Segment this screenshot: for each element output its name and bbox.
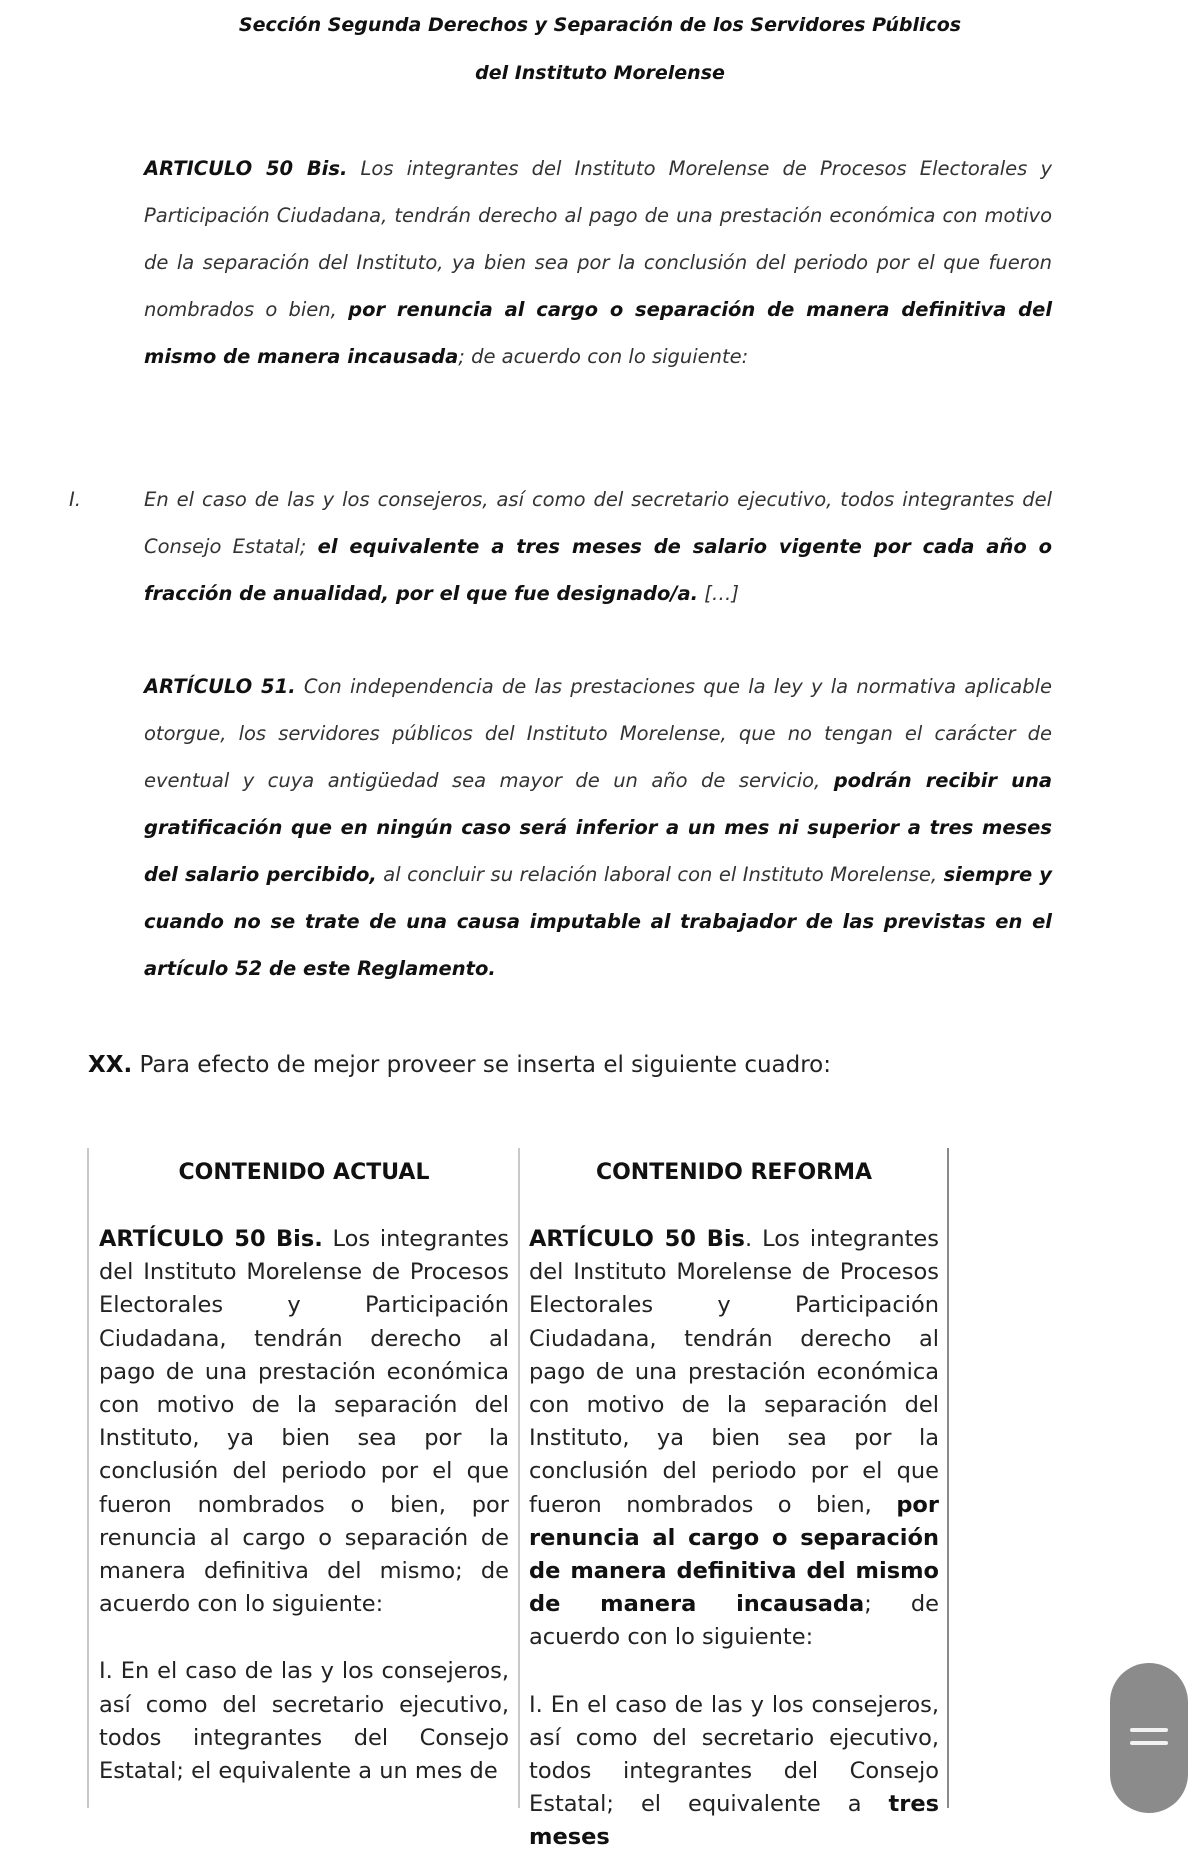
reform-fraction-text: I. En el caso de las y los consejeros, así como del secretario ejecutivo, todos integrantes del Consejo Estatal; el equivalente a xyxy=(529,1691,939,1818)
comparison-table xyxy=(87,1148,949,1851)
article-51-mid: al concluir su relación laboral con el Instituto Morelense, xyxy=(376,863,944,886)
reform-article-50-bis-cell xyxy=(529,1223,939,1655)
xx-paragraph xyxy=(88,1052,1048,1078)
article-50-bis-paragraph xyxy=(144,145,1052,380)
article-50-bis-text: Los integrantes del Instituto Morelense de Procesos Electorales y Participación Ciudadana, tendrán derecho al pago de una prestación económica con motivo de la separación del Instituto, ya bien sea por la conclusión del periodo por el que fueron nombrados o bien, xyxy=(144,157,1053,321)
current-article-50-bis-cell xyxy=(99,1223,509,1621)
article-51-bold-1: podrán recibir una gratificación que en ningún caso será inferior a un mes ni superior a tres meses del salario percibido, xyxy=(144,769,1052,886)
reform-article-bold: por renuncia al cargo o separación de manera definitiva del mismo de manera incausada xyxy=(529,1491,939,1618)
article-50-bis-bold: por renuncia al cargo o separación de manera definitiva del mismo de manera incausada xyxy=(144,298,1052,368)
reform-fraction-bold: tres meses xyxy=(529,1791,939,1851)
section-heading: Sección Segunda Derechos y Separación de los Servidores Públicos xyxy=(238,14,962,36)
article-51-text: Con independencia de las prestaciones que la ley y la normativa aplicable otorgue, los servidores públicos del Instituto Morelense, que no tengan el carácter de eventual y cuya antigüedad sea mayor de un año de servicio, xyxy=(144,675,1052,792)
article-51-bold-2: siempre y cuando no se trate de una causa imputable al trabajador de las previstas en el artículo 52 de este Reglamento. xyxy=(144,863,1053,980)
column-current-content xyxy=(99,1148,509,1788)
table-column-divider xyxy=(518,1148,520,1808)
article-50-bis-lead: ARTICULO 50 Bis. xyxy=(144,157,348,180)
fraction-i-numeral: I. xyxy=(69,488,81,511)
xx-text: Para efecto de mejor proveer se inserta el siguiente cuadro: xyxy=(132,1052,832,1078)
menu-lines-icon xyxy=(1130,1728,1168,1732)
column-header-reform: CONTENIDO REFORMA xyxy=(595,1160,873,1185)
article-51-paragraph xyxy=(144,663,1052,992)
section-subheading: del Instituto Morelense xyxy=(475,62,725,84)
fraction-i-bold: el equivalente a tres meses de salario vigente por cada año o fracción de anualidad, por el que fue designado/a. xyxy=(144,535,1052,605)
fraction-i-tail: […] xyxy=(698,582,739,605)
current-fraction-i-cell xyxy=(99,1655,509,1788)
scroll-handle-button[interactable] xyxy=(1110,1663,1188,1813)
reform-fraction-i-cell xyxy=(529,1689,939,1855)
article-51-lead: ARTÍCULO 51. xyxy=(144,675,296,698)
menu-lines-icon-lower xyxy=(1130,1741,1168,1745)
article-50-bis-tail: ; de acuerdo con lo siguiente: xyxy=(458,345,749,368)
reform-article-lead: ARTÍCULO 50 Bis xyxy=(529,1226,745,1252)
fraction-i-paragraph xyxy=(69,476,1052,617)
column-reform-content xyxy=(529,1148,939,1855)
table-right-border xyxy=(947,1148,949,1808)
current-article-lead: ARTÍCULO 50 Bis. xyxy=(99,1226,323,1252)
fraction-i-text: En el caso de las y los consejeros, así como del secretario ejecutivo, todos integrantes del Consejo Estatal; xyxy=(144,488,1052,558)
current-fraction-text: I. En el caso de las y los consejeros, así como del secretario ejecutivo, todos integrantes del Consejo Estatal; el equivalente a un mes de xyxy=(99,1658,509,1785)
reform-article-tail: ; de acuerdo con lo siguiente: xyxy=(529,1591,940,1651)
reform-article-text: . Los integrantes del Instituto Morelense de Procesos Electorales y Participación Ciudadana, tendrán derecho al pago de una prestación económica con motivo de la separación del Instituto, ya bien sea por la conclusión del periodo por el que fueron nombrados o bien, xyxy=(529,1226,940,1518)
table-left-border xyxy=(87,1148,89,1808)
xx-lead: XX. xyxy=(88,1052,133,1078)
current-article-text: Los integrantes del Instituto Morelense de Procesos Electorales y Participación Ciudadana, tendrán derecho al pago de una prestación económica con motivo de la separación del Instituto, ya bien sea por la conclusión del periodo por el que fueron nombrados o bien, por renuncia al cargo o separación de manera definitiva del mismo; de acuerdo con lo siguiente: xyxy=(99,1226,509,1618)
column-header-current: CONTENIDO ACTUAL xyxy=(178,1160,430,1185)
